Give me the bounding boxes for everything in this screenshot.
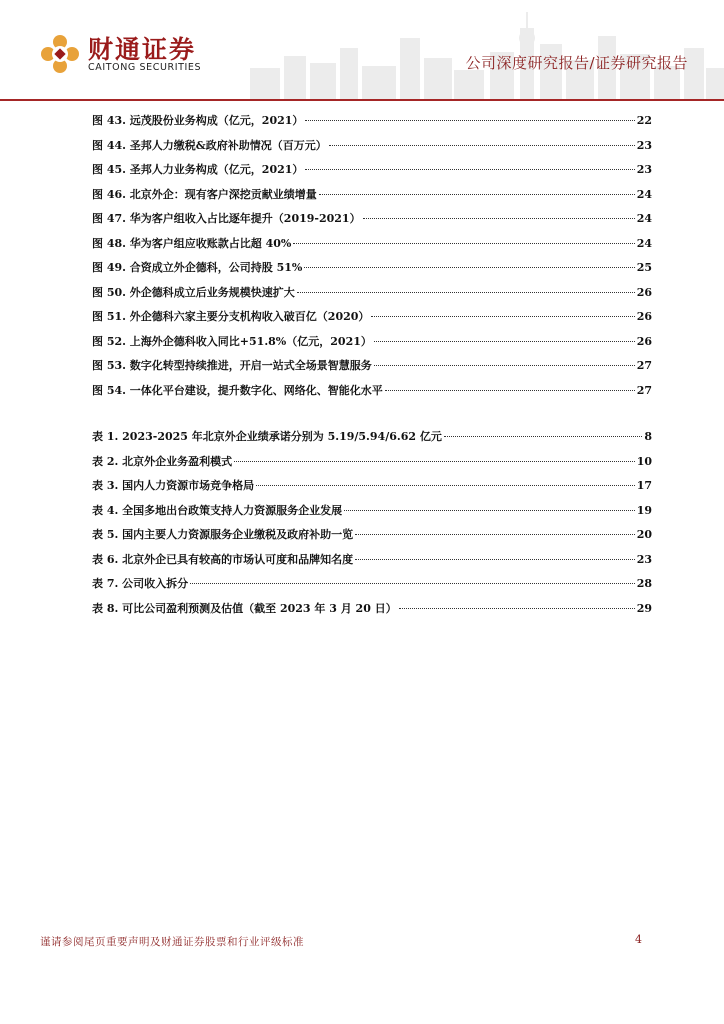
toc-entry-page: 23	[636, 552, 652, 566]
toc-entry-figure-48[interactable]	[92, 235, 652, 260]
toc-entry-figure-54[interactable]	[92, 382, 652, 407]
toc-entry-title: 表 3. 国内人力资源市场竞争格局	[92, 479, 255, 492]
toc-entry-page: 17	[636, 479, 652, 492]
toc-entry-title: 表 6. 北京外企已具有较高的市场认可度和品牌知名度	[92, 552, 354, 566]
toc-entry-title: 表 7. 公司收入拆分	[92, 577, 189, 590]
toc-entry-page: 23	[636, 138, 652, 152]
toc-entry-figure-46[interactable]	[92, 186, 652, 211]
toc-entry-title: 表 2. 北京外企业务盈利模式	[92, 454, 233, 468]
toc-entry-figure-52[interactable]	[92, 333, 652, 358]
toc-entry-figure-43[interactable]	[92, 112, 652, 137]
dot-leader	[355, 559, 635, 560]
dot-leader	[355, 534, 635, 535]
toc-entry-table-7[interactable]	[92, 575, 652, 600]
toc-entry-page: 27	[636, 383, 652, 397]
brand-name-cn: 财通证券	[88, 35, 197, 64]
toc-entry-page: 10	[636, 454, 652, 468]
toc-entry-page: 24	[636, 212, 652, 225]
toc-entry-figure-47[interactable]	[92, 210, 652, 235]
toc-entry-title: 图 53. 数字化转型持续推进，开启一站式全场景智慧服务	[92, 359, 372, 372]
dot-leader	[444, 436, 643, 437]
toc-entry-title: 图 52. 上海外企德科收入同比+51.8%（亿元，2021）	[92, 334, 372, 348]
toc-entry-table-4[interactable]	[92, 502, 652, 527]
page-header	[0, 0, 724, 104]
toc-entry-figure-44[interactable]	[92, 137, 652, 162]
toc-entry-table-5[interactable]	[92, 526, 652, 551]
page-number: 4	[635, 933, 642, 946]
dot-leader	[256, 485, 635, 486]
toc-entry-page: 24	[636, 187, 652, 201]
toc-entry-title: 图 45. 圣邦人力业务构成（亿元，2021）	[92, 163, 304, 176]
toc-entry-title: 图 43. 远茂股份业务构成（亿元，2021）	[92, 114, 304, 127]
dot-leader	[190, 583, 635, 584]
dot-leader	[374, 365, 635, 366]
figure-list	[92, 112, 652, 406]
dot-leader	[305, 169, 634, 170]
toc-entry-page: 27	[636, 359, 652, 372]
section-gap	[92, 406, 652, 428]
toc-entry-title: 图 44. 圣邦人力缴税&政府补助情况（百万元）	[92, 138, 327, 152]
toc-entry-figure-45[interactable]	[92, 161, 652, 186]
dot-leader	[234, 461, 635, 462]
toc-entry-page: 29	[636, 601, 652, 615]
dot-leader	[385, 390, 635, 391]
toc-entry-title: 图 54. 一体化平台建设，提升数字化、网络化、智能化水平	[92, 383, 383, 397]
toc-entry-title: 图 50. 外企德科成立后业务规模快速扩大	[92, 285, 295, 299]
toc-entry-title: 图 51. 外企德科六家主要分支机构收入破百亿（2020）	[92, 310, 370, 323]
toc-entry-table-3[interactable]	[92, 477, 652, 502]
footer-disclaimer: 谨请参阅尾页重要声明及财通证券股票和行业评级标准	[40, 936, 304, 948]
toc-entry-table-2[interactable]	[92, 453, 652, 478]
toc-entry-title: 图 48. 华为客户组应收账款占比超 40%	[92, 236, 292, 250]
toc-entry-page: 26	[636, 285, 652, 299]
toc-entry-page: 25	[636, 261, 652, 274]
toc-entry-figure-50[interactable]	[92, 284, 652, 309]
toc-entry-page: 8	[644, 430, 652, 443]
dot-leader	[374, 341, 635, 342]
toc-entry-title: 图 47. 华为客户组收入占比逐年提升（2019-2021）	[92, 212, 361, 225]
toc-entry-title: 表 1. 2023-2025 年北京外企业绩承诺分别为 5.19/5.94/6.62 亿元	[92, 430, 442, 443]
toc-entry-title: 图 49. 合资成立外企德科，公司持股 51%	[92, 261, 303, 274]
toc-entry-page: 20	[636, 528, 652, 541]
toc-entry-table-8[interactable]	[92, 600, 652, 625]
toc-entry-title: 表 4. 全国多地出台政策支持人力资源服务企业发展	[92, 503, 343, 517]
toc-entry-title: 表 8. 可比公司盈利预测及估值（截至 2023 年 3 月 20 日）	[92, 601, 397, 615]
toc-entry-table-1[interactable]	[92, 428, 652, 453]
dot-leader	[371, 316, 634, 317]
dot-leader	[319, 194, 635, 195]
dot-leader	[399, 608, 635, 609]
toc-entry-figure-53[interactable]	[92, 357, 652, 382]
toc-entry-page: 22	[636, 114, 652, 127]
toc-entry-page: 19	[636, 503, 652, 517]
toc-entry-page: 24	[636, 236, 652, 250]
dot-leader	[363, 218, 635, 219]
table-list	[92, 428, 652, 624]
dot-leader	[329, 145, 635, 146]
toc-entry-page: 28	[636, 577, 652, 590]
toc-entry-figure-49[interactable]	[92, 259, 652, 284]
caitong-logo-icon	[40, 34, 80, 74]
dot-leader	[305, 120, 634, 121]
toc-entry-table-6[interactable]	[92, 551, 652, 576]
dot-leader	[297, 292, 635, 293]
toc-entry-figure-51[interactable]	[92, 308, 652, 333]
dot-leader	[304, 267, 634, 268]
report-type-label: 公司深度研究报告/证券研究报告	[465, 54, 688, 72]
dot-leader	[344, 510, 635, 511]
toc-entry-page: 26	[636, 334, 652, 348]
toc-entry-page: 26	[636, 310, 652, 323]
header-divider	[0, 99, 724, 101]
brand-name-en: CAITONG SECURITIES	[88, 62, 202, 73]
toc-entry-page: 23	[636, 163, 652, 176]
toc-entry-title: 表 5. 国内主要人力资源服务企业缴税及政府补助一览	[92, 528, 354, 541]
table-of-contents	[92, 112, 652, 624]
dot-leader	[293, 243, 634, 244]
toc-entry-title: 图 46. 北京外企：现有客户深挖贡献业绩增量	[92, 187, 317, 201]
